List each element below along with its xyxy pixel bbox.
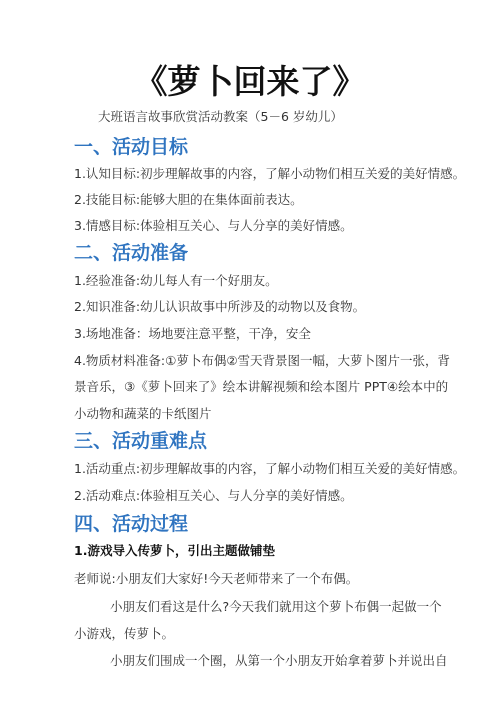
document-subtitle: 大班语言故事欣赏活动教案（5－6 岁幼儿）	[98, 109, 343, 124]
paragraph-line: 小朋友们围成一个圈，从第一个小朋友开始拿着萝卜并说出自	[110, 653, 448, 668]
section-heading-key-points: 三、活动重难点	[74, 430, 208, 452]
paragraph-line: 景音乐，③《萝卜回来了》绘本讲解视频和绘本图片 PPT④绘本中的	[74, 379, 449, 394]
paragraph-line: 2.活动难点:体验相互关心、与人分享的美好情感。	[74, 488, 353, 503]
paragraph-line: 2.知识准备:幼儿认识故事中所涉及的动物以及食物。	[74, 299, 366, 314]
paragraph-line: 1.经验准备:幼儿每人有一个好朋友。	[74, 273, 278, 288]
paragraph-line: 3.场地准备：场地要注意平整，干净，安全	[74, 326, 311, 341]
paragraph-line: 1.活动重点:初步理解故事的内容，了解小动物们相互关爱的美好情感。	[74, 461, 466, 476]
section-heading-goals: 一、活动目标	[74, 136, 189, 158]
paragraph-line: 4.物质材料准备:①萝卜布偶②雪天背景图一幅，大萝卜图片一张，背	[74, 353, 451, 368]
paragraph-line: 2.技能目标:能够大胆的在集体面前表达。	[74, 192, 303, 207]
paragraph-line: 1.认知目标:初步理解故事的内容，了解小动物们相互关爱的美好情感。	[74, 166, 466, 181]
section-heading-preparation: 二、活动准备	[74, 242, 189, 264]
section-heading-process: 四、活动过程	[74, 513, 189, 535]
paragraph-line: 3.情感目标:体验相互关心、与人分享的美好情感。	[74, 218, 353, 233]
paragraph-line: 小游戏，传萝卜。	[74, 626, 175, 641]
document-title: 《萝卜回来了》	[134, 62, 366, 101]
paragraph-line: 小动物和蔬菜的卡纸图片	[74, 406, 212, 421]
paragraph-line: 老师说:小朋友们大家好!今天老师带来了一个布偶。	[74, 571, 359, 586]
process-sub-heading: 1.游戏导入传萝卜，引出主题做铺垫	[74, 543, 275, 558]
paragraph-line: 小朋友们看这是什么?今天我们就用这个萝卜布偶一起做一个	[110, 599, 442, 614]
